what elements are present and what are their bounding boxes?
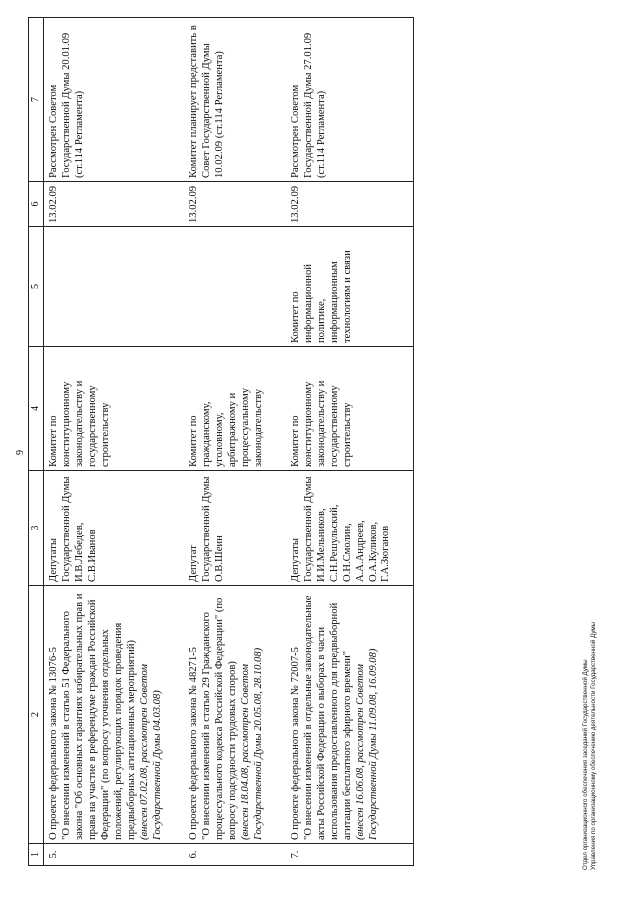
header-row	[29, 18, 44, 866]
bill-note: (внесен 07.02.08, рассмотрен Советом Государственной Думы 04.03.08)	[138, 664, 163, 840]
column-header-2: 2	[29, 586, 44, 844]
responsible-committee: Комитет по гражданскому, уголовному, арбитражному и процессуальному законодательству	[184, 347, 286, 471]
bill-note: (внесен 18.04.08, рассмотрен Советом Государственной Думы 20.05.08, 28.10.08)	[240, 647, 265, 840]
review-date: 13.02.09	[44, 182, 185, 227]
bill-note: (внесен 16.06.08, рассмотрен Советом Государственной Думы 11.09.08, 16.09.08)	[354, 648, 379, 840]
bill-description	[184, 586, 286, 844]
co-committee	[184, 227, 286, 347]
bill-description	[44, 586, 185, 844]
footer	[582, 622, 598, 870]
column-header-6: 6	[29, 182, 44, 227]
bill-title: О проекте федерального закона № 13076-5	[48, 647, 60, 840]
bill-authors: Депутат Государственной Думы О.В.Шеин	[184, 471, 286, 586]
column-header-3: 3	[29, 471, 44, 586]
bill-status: Рассмотрен Советом Государственной Думы 20.01.09 (ст.114 Регламента)	[44, 18, 185, 182]
agenda-table	[28, 17, 414, 866]
table-row	[286, 18, 414, 866]
bill-description	[286, 586, 414, 844]
bill-status: Комитет планирует представить в Совет Государственной Думы 10.02.09 (ст.114 Регламента)	[184, 18, 286, 182]
co-committee	[44, 227, 185, 347]
bill-text: "О внесении изменений в отдельные законодательные акты Российской Федерации о выборах в части использования предоставленного для предвыборной агитации бесплатного эфирного времени"	[302, 595, 353, 840]
column-header-4: 4	[29, 347, 44, 471]
table-row	[184, 18, 286, 866]
bill-title: О проекте федерального закона № 72007-5	[290, 647, 302, 840]
bill-title: О проекте федерального закона № 48271-5	[188, 647, 200, 840]
review-date: 13.02.09	[286, 182, 414, 227]
row-number: 7.	[286, 844, 414, 866]
footer-line-2: Управления по организационному обеспечению деятельности Государственной Думы	[589, 621, 597, 870]
review-date: 13.02.09	[184, 182, 286, 227]
bill-status: Рассмотрен Советом Государственной Думы 27.01.09 (ст.114 Регламента)	[286, 18, 414, 182]
co-committee: Комитет по информационной политике, информационным технологиям и связи	[286, 227, 414, 347]
column-header-7: 7	[29, 18, 44, 182]
bill-text: "О внесении изменений в статью 51 Федерального закона "Об основных гарантиях избирательных прав и права на участие в референдуме граждан Российской Федерации" (по вопросу уточнения отдельных положений, регулирующих порядок проведения предвыборных агитационных мероприятий)	[61, 593, 137, 840]
responsible-committee: Комитет по конституционному законодательству и государственному строительству	[44, 347, 185, 471]
responsible-committee: Комитет по конституционному законодательству и государственному строительству	[286, 347, 414, 471]
column-header-1: 1	[29, 844, 44, 866]
table-row	[44, 18, 185, 866]
row-number: 5.	[44, 844, 185, 866]
row-number: 6.	[184, 844, 286, 866]
bill-text: "О внесении изменений в статью 29 Гражданского процессуального кодекса Российской Федерации" (по вопросу подсудности трудовых споров)	[201, 597, 239, 840]
column-header-5: 5	[29, 227, 44, 347]
page-number: 9	[15, 450, 26, 455]
bill-authors: Депутаты Государственной Думы И.В.Лебедев, С.В.Иванов	[44, 471, 185, 586]
footer-line-1: Отдел организационного обеспечения заседаний Государственной Думы	[582, 659, 589, 870]
bill-authors: Депутаты Государственной Думы И.И.Мельников, С.Н.Решульский, О.Н.Смолин, А.А.Андреев, О.А.Куликов, Г.А.Зюганов	[286, 471, 414, 586]
